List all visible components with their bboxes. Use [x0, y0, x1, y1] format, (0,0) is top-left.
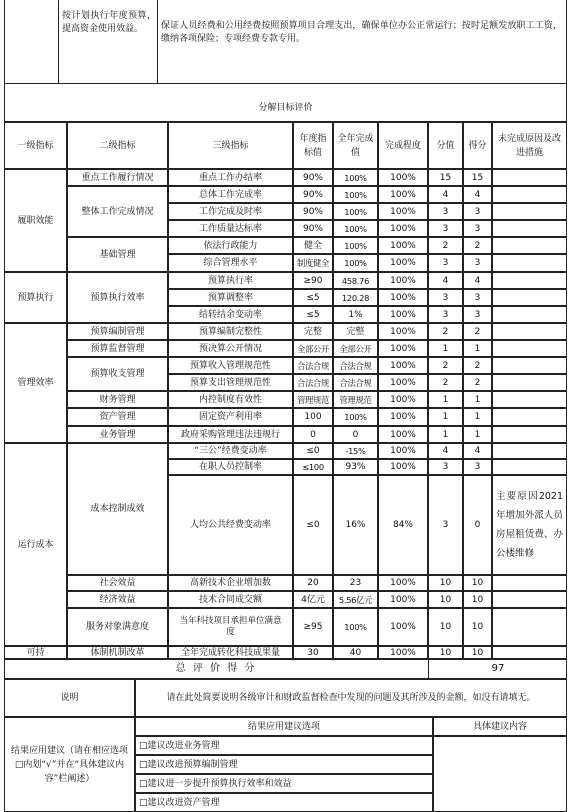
level2-service-satisfaction: 服务对象满意度	[67, 608, 168, 646]
level3-cell: 人均公共经费变动率	[168, 475, 293, 575]
level2-budget-compilation: 预算编制管理	[67, 323, 168, 340]
level3-cell: 工作质量达标率	[168, 220, 293, 237]
reason-cell	[492, 340, 567, 357]
completion-cell: 100%	[378, 357, 428, 374]
target-value-cell: ≥95	[293, 608, 333, 646]
suggestion-option-3[interactable]: □建议进一步提升预算执行效率和效益	[135, 774, 433, 793]
level3-cell: 预算支出管理规范性	[168, 374, 293, 391]
points-cell: 3	[428, 254, 463, 272]
target-value-cell: 90%	[293, 186, 333, 203]
points-cell: 15	[428, 169, 463, 186]
target-value-cell: 90%	[293, 169, 333, 186]
points-cell: 4	[428, 272, 463, 289]
score-cell: 1	[463, 408, 492, 426]
level2-economic-benefit: 经济效益	[67, 591, 168, 608]
completion-cell: 100%	[378, 272, 428, 289]
level3-cell: 在职人员控制率	[168, 459, 293, 475]
completion-cell: 100%	[378, 608, 428, 646]
target-value-cell: 20	[293, 575, 333, 591]
completion-cell: 100%	[378, 203, 428, 220]
completion-cell: 100%	[378, 459, 428, 475]
actual-value-cell: 管理规范	[333, 391, 378, 408]
reason-cell	[492, 408, 567, 426]
score-cell: 10	[463, 646, 492, 659]
level3-cell: 内控制度有效性	[168, 391, 293, 408]
actual-value-cell: 合法合规	[333, 374, 378, 391]
score-cell: 4	[463, 272, 492, 289]
points-cell: 10	[428, 646, 463, 659]
completion-cell: 100%	[378, 289, 428, 306]
total-score: 97	[428, 659, 567, 679]
target-value-cell: 100	[293, 408, 333, 426]
target-value-cell: 4亿元	[293, 591, 333, 608]
level2-business-management: 业务管理	[67, 426, 168, 443]
actual-value-cell: 0	[333, 426, 378, 443]
reason-cell: 主要原因2021年增加外派人员房屋租赁费、办公楼维修	[492, 475, 567, 575]
points-cell: 10	[428, 591, 463, 608]
actual-value-cell: 100%	[333, 186, 378, 203]
reason-cell	[492, 426, 567, 443]
reason-cell	[492, 575, 567, 591]
target-value-cell: 合法合规	[293, 374, 333, 391]
reason-cell	[492, 591, 567, 608]
suggestion-option-1[interactable]: □建议改进业务管理	[135, 736, 433, 755]
target-value-cell: ≤5	[293, 289, 333, 306]
header-completion: 完成程度	[378, 122, 428, 169]
score-cell: 1	[463, 391, 492, 408]
actual-value-cell: -15%	[333, 443, 378, 459]
score-cell: 2	[463, 374, 492, 391]
suggestion-content-header: 具体建议内容	[433, 717, 567, 736]
level3-cell: 高新技术企业增加数	[168, 575, 293, 591]
level2-overall-work: 整体工作完成情况	[67, 186, 168, 237]
score-cell: 4	[463, 186, 492, 203]
score-cell: 15	[463, 169, 492, 186]
level3-cell: 技术合同成交额	[168, 591, 293, 608]
score-cell: 3	[463, 203, 492, 220]
reason-cell	[492, 220, 567, 237]
level3-cell: 政府采购管理违法违规行	[168, 426, 293, 443]
note-text: 请在此处简要说明各级审计和财政监督检查中发现的问题及其所涉及的金额，如没有请填无。	[135, 679, 567, 717]
actual-value-cell: 16%	[333, 475, 378, 575]
actual-value-cell: 23	[333, 575, 378, 591]
target-value-cell: 90%	[293, 220, 333, 237]
actual-value-cell: 120.28	[333, 289, 378, 306]
level1-management-efficiency: 管理效率	[4, 323, 67, 443]
reason-cell	[492, 254, 567, 272]
points-cell: 10	[428, 575, 463, 591]
actual-value-cell: 40	[333, 646, 378, 659]
actual-value-cell: 100%	[333, 203, 378, 220]
actual-value-cell: 100%	[333, 220, 378, 237]
level3-cell: 预算执行率	[168, 272, 293, 289]
points-cell: 4	[428, 443, 463, 459]
score-cell: 10	[463, 591, 492, 608]
level1-sustainable: 可持	[4, 646, 67, 659]
suggestion-option-2[interactable]: □建议改进预算编制管理	[135, 755, 433, 774]
points-cell: 2	[428, 374, 463, 391]
level2-budget-exec-efficiency: 预算执行效率	[67, 272, 168, 323]
level2-institutional-reform: 体制机制改革	[67, 646, 168, 659]
completion-cell: 100%	[378, 443, 428, 459]
target-value-cell: 完整	[293, 323, 333, 340]
level3-cell: 当年科技项目承担单位满意度	[168, 608, 293, 646]
completion-cell: 100%	[378, 426, 428, 443]
reason-cell	[492, 459, 567, 475]
level3-cell: 预决算公开情况	[168, 340, 293, 357]
reason-cell	[492, 186, 567, 203]
section-title: 分解目标评价	[4, 84, 567, 122]
completion-cell: 100%	[378, 408, 428, 426]
level3-cell: 综合管理水平	[168, 254, 293, 272]
points-cell: 3	[428, 289, 463, 306]
level2-financial-management: 财务管理	[67, 391, 168, 408]
level3-cell: 重点工作办结率	[168, 169, 293, 186]
reason-cell	[492, 391, 567, 408]
actual-value-cell: 100%	[333, 237, 378, 254]
header-annual-target: 年度指标值	[293, 122, 333, 169]
completion-cell: 84%	[378, 475, 428, 575]
level3-cell: 预算编制完整性	[168, 323, 293, 340]
suggestion-label: 结果应用建议（请在相应选项□内划“√”并在“具体建议内容”栏阐述）	[4, 717, 135, 812]
reason-cell	[492, 646, 567, 659]
completion-cell: 100%	[378, 374, 428, 391]
points-cell: 10	[428, 608, 463, 646]
target-value-cell: ≤0	[293, 443, 333, 459]
reason-cell	[492, 289, 567, 306]
level2-key-work: 重点工作履行情况	[67, 169, 168, 186]
completion-cell: 100%	[378, 575, 428, 591]
completion-cell: 100%	[378, 237, 428, 254]
target-value-cell: ≥90	[293, 272, 333, 289]
suggestion-content-area[interactable]	[433, 736, 567, 812]
actual-value-cell: 100%	[333, 608, 378, 646]
completion-cell: 100%	[378, 186, 428, 203]
level2-social-benefit: 社会效益	[67, 575, 168, 591]
actual-value-cell: 1%	[333, 306, 378, 323]
actual-value-cell: 100%	[333, 408, 378, 426]
target-value-cell: 制度健全	[293, 254, 333, 272]
level2-asset-management: 资产管理	[67, 408, 168, 426]
completion-cell: 100%	[378, 391, 428, 408]
score-cell: 1	[463, 426, 492, 443]
completion-cell: 100%	[378, 169, 428, 186]
level3-cell: 总体工作完成率	[168, 186, 293, 203]
suggestion-option-4[interactable]: □建议改进资产管理	[135, 793, 433, 812]
level3-cell: 结转结余变动率	[168, 306, 293, 323]
score-cell: 1	[463, 340, 492, 357]
actual-value-cell: 100%	[333, 169, 378, 186]
header-points: 分值	[428, 122, 463, 169]
level2-budget-supervision: 预算监督管理	[67, 340, 168, 357]
top-description-col1: 按计划执行年度预算，提高资金使用效益。	[62, 11, 156, 34]
score-cell: 3	[463, 220, 492, 237]
level2-basic-management: 基础管理	[67, 237, 168, 272]
actual-value-cell: 100%	[333, 254, 378, 272]
points-cell: 3	[428, 203, 463, 220]
target-value-cell: 90%	[293, 203, 333, 220]
note-label: 说明	[4, 679, 135, 717]
points-cell: 3	[428, 475, 463, 575]
level1-operating-cost: 运行成本	[4, 443, 67, 646]
reason-cell	[492, 272, 567, 289]
actual-value-cell: 5.56亿元	[333, 591, 378, 608]
top-description-col2: 保证人员经费和公用经费按照预算项目合理支出，确保单位办公正常运行；按时足额发放职工工资，缴纳各项保险；专项经费专款专用。	[161, 21, 562, 44]
actual-value-cell: 合法合规	[333, 357, 378, 374]
score-cell: 2	[463, 357, 492, 374]
target-value-cell: 管理规范	[293, 391, 333, 408]
points-cell: 1	[428, 426, 463, 443]
header-annual-actual: 全年完成值	[333, 122, 378, 169]
header-level2: 二级指标	[67, 122, 168, 169]
header-score: 得分	[463, 122, 492, 169]
reason-cell	[492, 443, 567, 459]
points-cell: 2	[428, 323, 463, 340]
score-cell: 3	[463, 306, 492, 323]
score-cell: 10	[463, 608, 492, 646]
level3-cell: 全年完成转化科技成果量	[168, 646, 293, 659]
level3-cell: 固定资产利用率	[168, 408, 293, 426]
actual-value-cell: 完整	[333, 323, 378, 340]
level2-budget-income-expense: 预算收支管理	[67, 357, 168, 391]
points-cell: 2	[428, 357, 463, 374]
points-cell: 4	[428, 186, 463, 203]
header-reason: 未完成原因及改进措施	[492, 122, 567, 169]
score-cell: 2	[463, 323, 492, 340]
completion-cell: 100%	[378, 340, 428, 357]
score-cell: 4	[463, 443, 492, 459]
points-cell: 3	[428, 459, 463, 475]
level3-cell: 预算调整率	[168, 289, 293, 306]
completion-cell: 100%	[378, 254, 428, 272]
score-cell: 2	[463, 237, 492, 254]
completion-cell: 100%	[378, 220, 428, 237]
completion-cell: 100%	[378, 306, 428, 323]
reason-cell	[492, 323, 567, 340]
target-value-cell: 健全	[293, 237, 333, 254]
actual-value-cell: 93%	[333, 459, 378, 475]
target-value-cell: 合法合规	[293, 357, 333, 374]
target-value-cell: ≤0	[293, 475, 333, 575]
level3-cell: “三公”经费变动率	[168, 443, 293, 459]
level2-cost-control: 成本控制成效	[67, 443, 168, 575]
points-cell: 3	[428, 306, 463, 323]
level3-cell: 依法行政能力	[168, 237, 293, 254]
target-value-cell: ≤100	[293, 459, 333, 475]
score-cell: 0	[463, 475, 492, 575]
completion-cell: 100%	[378, 646, 428, 659]
level1-budget-execution: 预算执行	[4, 272, 67, 323]
points-cell: 1	[428, 391, 463, 408]
points-cell: 1	[428, 340, 463, 357]
reason-cell	[492, 357, 567, 374]
suggestion-options-header: 结果应用建议选项	[135, 717, 433, 736]
target-value-cell: 30	[293, 646, 333, 659]
reason-cell	[492, 374, 567, 391]
reason-cell	[492, 169, 567, 186]
score-cell: 10	[463, 575, 492, 591]
reason-cell	[492, 237, 567, 254]
reason-cell	[492, 608, 567, 646]
score-cell: 3	[463, 289, 492, 306]
level3-cell: 预算收入管理规范性	[168, 357, 293, 374]
reason-cell	[492, 306, 567, 323]
points-cell: 2	[428, 237, 463, 254]
target-value-cell: 0	[293, 426, 333, 443]
score-cell: 3	[463, 459, 492, 475]
total-label: 总 评 价 得 分	[175, 663, 257, 674]
points-cell: 1	[428, 408, 463, 426]
target-value-cell: ≤5	[293, 306, 333, 323]
header-level3: 三级指标	[168, 122, 293, 169]
actual-value-cell: 458.76	[333, 272, 378, 289]
score-cell: 3	[463, 254, 492, 272]
completion-cell: 100%	[378, 323, 428, 340]
level3-cell: 工作完成及时率	[168, 203, 293, 220]
actual-value-cell: 全部公开	[333, 340, 378, 357]
target-value-cell: 全部公开	[293, 340, 333, 357]
level1-performance: 履职效能	[4, 169, 67, 272]
reason-cell	[492, 203, 567, 220]
points-cell: 3	[428, 220, 463, 237]
completion-cell: 100%	[378, 591, 428, 608]
header-level1: 一级指标	[4, 122, 67, 169]
